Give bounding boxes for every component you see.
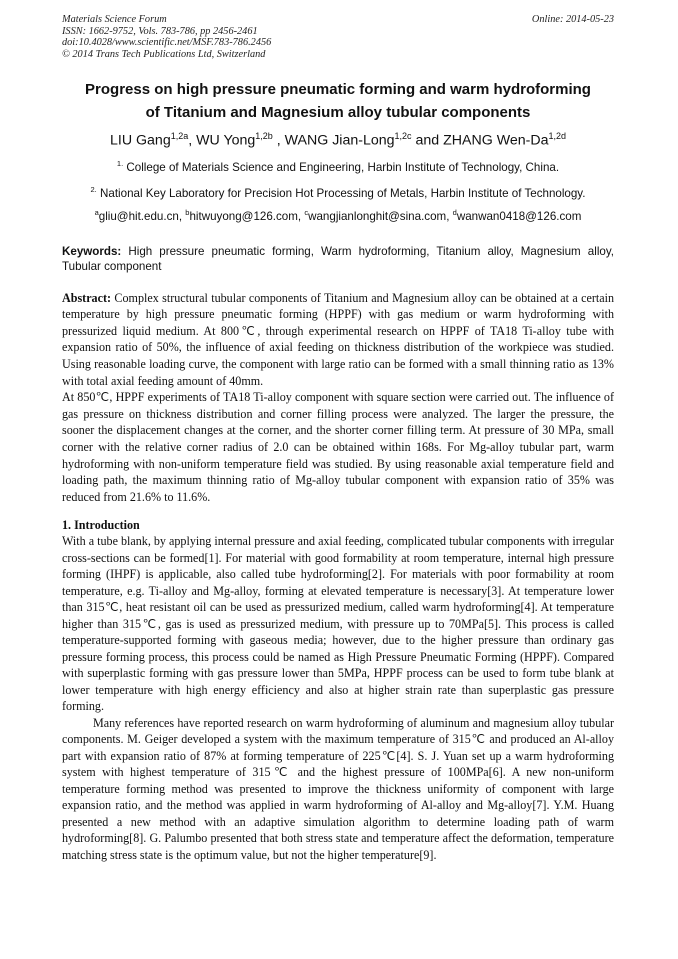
title-line-2: of Titanium and Magnesium alloy tubular components <box>145 104 531 122</box>
author-affil-mark: 1,2b <box>255 131 273 142</box>
email-mark: c <box>304 207 309 217</box>
abstract-section <box>62 290 614 506</box>
copyright-line: © 2014 Trans Tech Publications Ltd, Switzerland <box>62 48 266 60</box>
email-address[interactable]: gliu@hit.edu.cn, <box>98 209 186 223</box>
affiliation-mark: 2. <box>90 184 97 194</box>
affiliation-text: College of Materials Science and Engineering, Harbin Institute of Technology, China. <box>123 160 560 174</box>
affiliation-mark: 1. <box>116 159 124 169</box>
journal-name: Materials Science Forum <box>62 14 167 25</box>
affiliation-1 <box>62 157 614 175</box>
author-affil-mark: 1,2c <box>394 131 412 142</box>
email-address[interactable]: hitwuyong@126.com, <box>189 209 305 223</box>
paper-title <box>62 78 614 124</box>
email-mark: d <box>452 207 457 217</box>
keywords-text: High pressure pneumatic forming, Warm hydroforming, Titanium alloy, Magnesium alloy, Tubular component <box>62 244 614 274</box>
author-affil-mark: 1,2d <box>548 131 567 142</box>
online-date: Online: 2014-05-23 <box>531 14 614 25</box>
affiliation-2 <box>62 183 614 201</box>
introduction-body <box>62 533 614 863</box>
author-name: LIU Gang <box>109 133 171 150</box>
journal-header <box>62 14 614 60</box>
affiliation-text: National Key Laboratory for Precision Hot Processing of Metals, Harbin Institute of Technology. <box>96 186 586 200</box>
doi-line: doi:10.4028/www.scientific.net/MSF.783-786.2456 <box>62 37 272 49</box>
author-name: ZHANG Wen-Da <box>443 133 549 150</box>
email-address[interactable]: wanwan0418@126.com <box>456 209 582 223</box>
section-heading-introduction: 1. Introduction <box>62 518 140 533</box>
author-list <box>62 126 614 151</box>
email-mark: b <box>185 207 190 217</box>
intro-paragraph-1: With a tube blank, by applying internal pressure and axial feeding, complicated tubular components with irregular cross-sections can be formed[1]. For material with good formability at room temperature, internal high pressure forming (IHPF) is applicable, also called tube hydroforming[2]. For materials with poor formability at room temperature, e.g. Ti-alloy and Mg-alloy, forming at elevated temperature is necessary[3]. At temperature lower than 315℃, heat resistant oil can be used as pressurized medium, called warm hydroforming[4]. At temperature higher than 315℃, gas is used as pressurized medium, with pressure up to 70MPa[5]. This process is called temperature-supported forming with gaseous media; however, due to the higher pressure than ordinary gas pressure forming process, this process could be named as High Pressure Pneumatic Forming (HPPF). Compared with superplastic forming with gas pressure lower than 5MPa, HPPF process can be used to form tube blank at lower temperature with high energy efficiency and also at higher strain rate than superplastic gas pressure forming. <box>62 534 614 714</box>
abstract-label: Abstract: <box>62 290 112 305</box>
email-list <box>62 206 614 224</box>
author-separator: , <box>272 133 285 150</box>
email-address[interactable]: wangjianlonghit@sina.com, <box>308 209 453 223</box>
author-separator: and <box>411 133 444 150</box>
title-line-1: Progress on high pressure pneumatic forming and warm hydroforming <box>85 81 591 99</box>
abstract-text: Complex structural tubular components of Titanium and Magnesium alloy can be obtained at a certain temperature by high pressure pneumatic forming (HPPF) with gas medium or warm hydroforming with pressurized liquid medium. At 800℃, through experimental research on HPPF of TA18 Ti-alloy tube with expansion ratio of 50%, the influence of axial feeding on thickness distribution of the workpiece was studied. Using reasonable loading curve, the component with large ratio can be formed with a small thinning ratio as 13% with total axial feeding amount of 40mm. <box>62 290 614 388</box>
issn-line: ISSN: 1662-9752, Vols. 783-786, pp 2456-2461 <box>62 25 258 37</box>
paper-page <box>62 14 614 863</box>
abstract-paragraph-1 <box>62 290 614 390</box>
author-separator: , <box>188 133 197 150</box>
abstract-paragraph-2: At 850℃, HPPF experiments of TA18 Ti-alloy component with square section were carried out. The influence of gas pressure on thickness distribution and corner filling process were analyzed. The larger the pressure, the sooner the displacement changes at the corner, and the shorter corner filling term. At pressure of 30 MPa, small corner with the relative corner radius of 2.0 can be obtained within 168s. For Mg-alloy tubular part, warm hydroforming with non-uniform temperature field was studied. By using reasonable axial temperature field and loading path, the maximum thinning ratio of Mg-alloy tubular component with expansion ratio of 35% was reduced from 21.6% to 11.6%. <box>62 390 614 504</box>
keywords-label: Keywords: <box>62 244 122 258</box>
author-name: WU Yong <box>196 133 256 150</box>
email-mark: a <box>94 207 99 217</box>
author-name: WANG Jian-Long <box>284 133 395 150</box>
author-affil-mark: 1,2a <box>170 131 189 142</box>
keywords-section <box>62 244 614 275</box>
intro-paragraph-2: Many references have reported research on warm hydroforming of aluminum and magnesium alloy tubular components. M. Geiger developed a system with the maximum temperature of 315℃ and produced an Al-alloy part with expansion ratio of 87% at forming temperature of 225℃[4]. S. J. Yuan set up a warm hydroforming system with highest temperature of 315℃ and the highest pressure of 100MPa[6]. A new non-uniform temperature forming method was presented to improve the thickness uniformity of component with large expansion ratio, and the method was applied in warm hydroforming of Al-alloy and Mg-alloy[7]. Y.M. Huang presented a new method with an adaptive simulation algorithm to determine loading path of warm hydroforming[8]. G. Palumbo presented that both stress state and temperature affect the deformation, temperature matching stress state is the optimum value, but not the higher temperature[9]. <box>62 715 614 862</box>
